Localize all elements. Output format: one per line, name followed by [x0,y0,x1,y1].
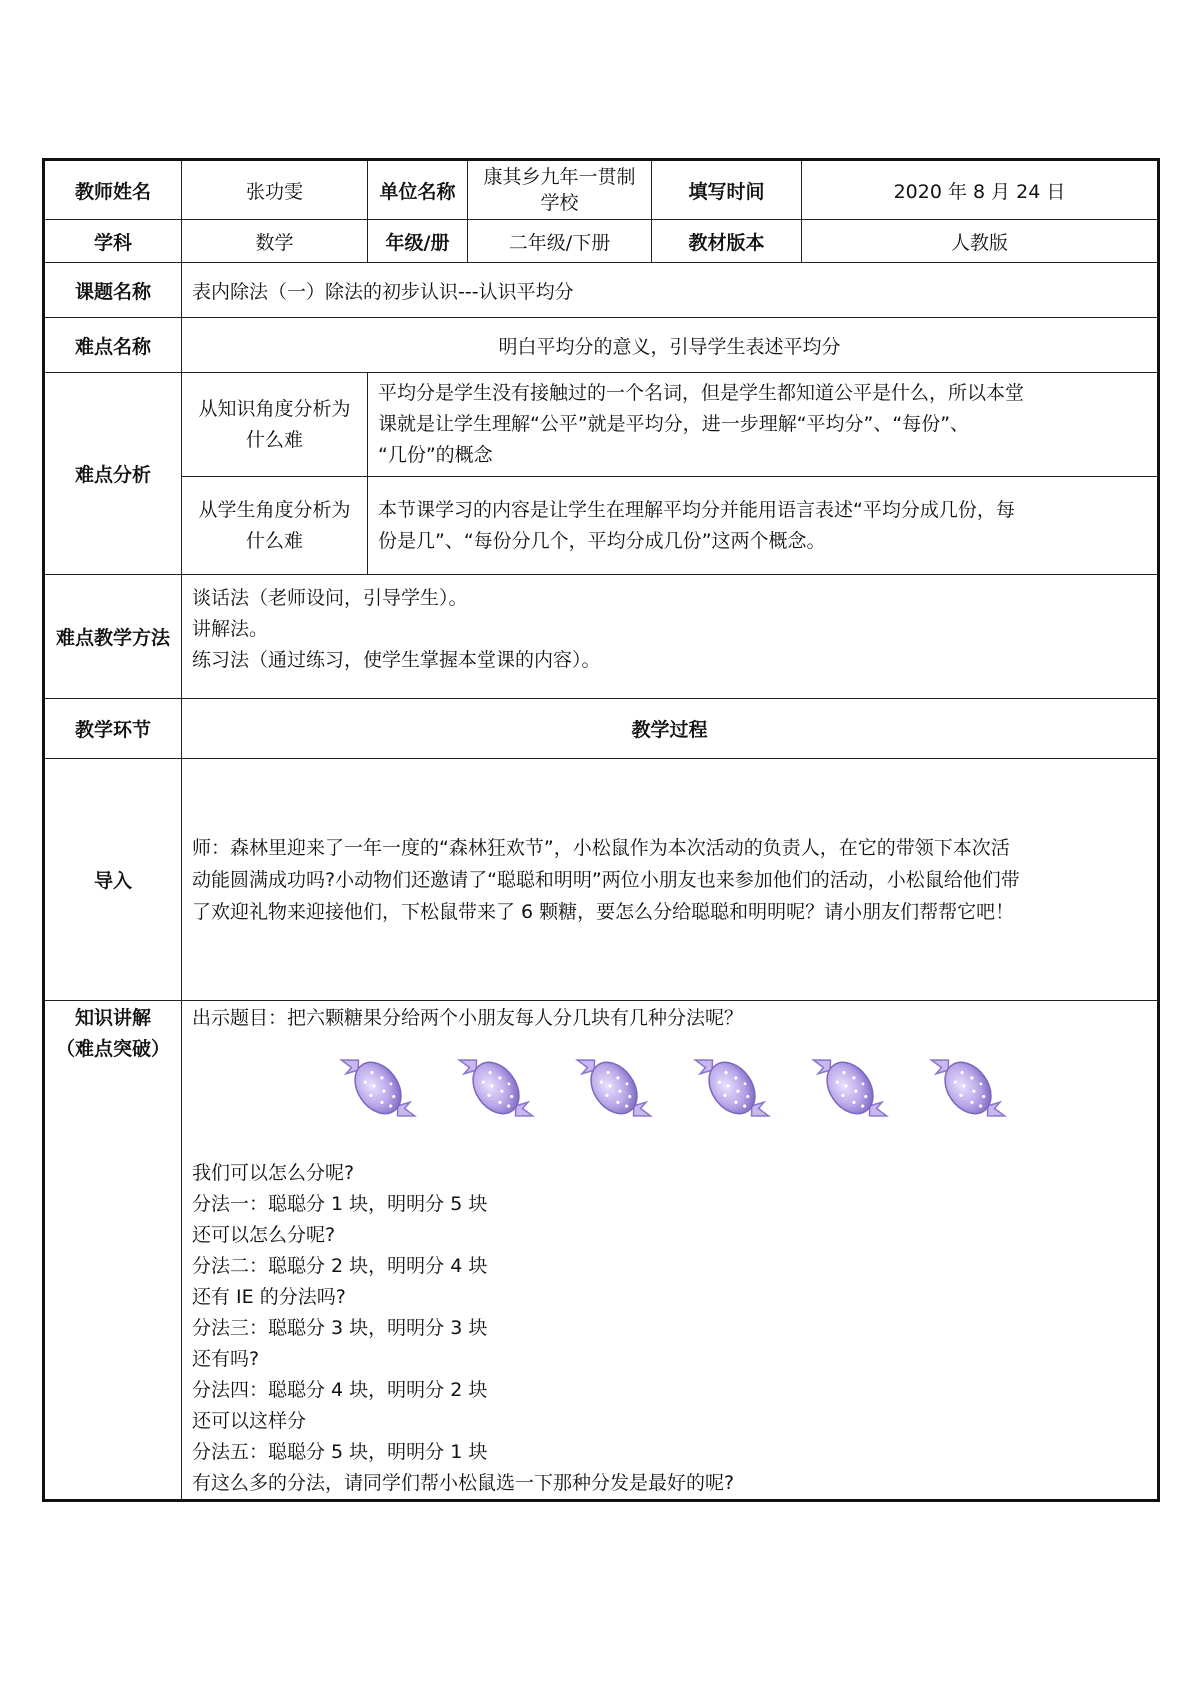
analysis-student-row [44,477,1159,575]
method-line-2: 讲解法。 [192,618,269,640]
difficulty-label: 难点名称 [44,318,182,373]
difficulty-row [44,318,1159,373]
knowledge-text-line-3: “几份”的概念 [378,444,493,466]
intro-label: 导入 [44,759,182,1001]
difficulty-value: 明白平均分的意义，引导学生表述平均分 [182,318,1159,373]
student-angle-label-line-1: 从学生角度分析为 [198,498,351,521]
unit-value-line-1: 康其乡九年一贯制 [483,166,636,188]
knowledge-line-7: 还有吗? [192,1348,260,1370]
intro-line-1: 师：森林里迎来了一年一度的“森林狂欢节”，小松鼠作为本次活动的负责人，在它的带领下本次活 [192,836,1010,859]
knowledge-line-3: 还可以怎么分呢? [192,1224,336,1246]
candy-icon [574,1044,654,1132]
candy-icon [810,1044,890,1132]
teacher-label: 教师姓名 [44,160,182,220]
knowledge-content [182,1001,1159,1501]
header-row-2 [44,220,1159,263]
knowledge-label-line-2: （难点突破） [55,1038,170,1060]
date-value: 2020 年 8 月 24 日 [802,160,1159,220]
candy-icon [456,1044,536,1132]
knowledge-row [44,1001,1159,1501]
stage-label: 教学环节 [44,699,182,759]
textbook-value: 人教版 [802,220,1159,263]
lesson-plan-table [42,158,1160,1502]
method-label: 难点教学方法 [44,575,182,699]
candy-icon [692,1044,772,1132]
intro-line-3: 了欢迎礼物来迎接他们，下松鼠带来了 6 颗糖，要怎么分给聪聪和明明呢？请小朋友们帮帮它吧！ [192,900,1015,923]
knowledge-line-10: 分法五：聪聪分 5 块，明明分 1 块 [192,1441,488,1463]
lesson-plan-document [42,158,1157,1502]
candy-icon [338,1044,418,1132]
student-text-line-2: 份是几”、“每份分几个，平均分成几份”这两个概念。 [378,529,826,552]
knowledge-line-11: 有这么多的分法，请同学们帮小松鼠选一下那种分发是最好的呢? [192,1472,735,1494]
analysis-label: 难点分析 [44,373,182,575]
unit-label: 单位名称 [368,160,468,220]
subject-label: 学科 [44,220,182,263]
knowledge-line-2: 分法一：聪聪分 1 块，明明分 5 块 [192,1193,488,1215]
unit-value [468,160,652,220]
intro-row [44,759,1159,1001]
header-row-1 [44,160,1159,220]
knowledge-line-8: 分法四：聪聪分 4 块，明明分 2 块 [192,1379,488,1401]
student-angle-text [368,477,1159,575]
method-row [44,575,1159,699]
student-text-line-1: 本节课学习的内容是让学生在理解平均分并能用语言表述“平均分成几份，每 [378,498,1015,521]
knowledge-angle-label-line-1: 从知识角度分析为 [198,397,351,420]
textbook-label: 教材版本 [652,220,802,263]
knowledge-line-1: 我们可以怎么分呢? [192,1162,355,1184]
knowledge-line-4: 分法二：聪聪分 2 块，明明分 4 块 [192,1255,488,1277]
unit-value-line-2: 学校 [540,192,579,214]
process-label: 教学过程 [182,699,1159,759]
topic-row [44,263,1159,318]
knowledge-angle-label [182,373,368,477]
topic-label: 课题名称 [44,263,182,318]
knowledge-line-6: 分法三：聪聪分 3 块，明明分 3 块 [192,1317,488,1339]
candy-icon [928,1044,1008,1132]
knowledge-angle-text [368,373,1159,477]
student-angle-label [182,477,368,575]
subject-value: 数学 [182,220,368,263]
teacher-value: 张功雯 [182,160,368,220]
student-angle-label-line-2: 什么难 [245,529,303,552]
knowledge-line-9: 还可以这样分 [192,1410,307,1432]
method-content [182,575,1159,699]
candy-illustration [192,1044,1147,1132]
intro-content [182,759,1159,1001]
date-label: 填写时间 [652,160,802,220]
analysis-knowledge-row [44,373,1159,477]
knowledge-angle-label-line-2: 什么难 [245,428,303,451]
knowledge-question: 出示题目：把六颗糖果分给两个小朋友每人分几块有几种分法呢？ [192,1007,744,1029]
topic-value: 表内除法（一）除法的初步认识---认识平均分 [182,263,1159,318]
knowledge-label-line-1: 知识讲解 [74,1007,151,1029]
method-line-3: 练习法（通过练习，使学生掌握本堂课的内容）。 [192,649,601,671]
knowledge-text-line-1: 平均分是学生没有接触过的一个名词，但是学生都知道公平是什么，所以本堂 [378,382,1025,404]
method-line-1: 谈话法（老师设问，引导学生）。 [192,587,468,609]
grade-label: 年级/册 [368,220,468,263]
process-header-row [44,699,1159,759]
knowledge-label [44,1001,182,1501]
intro-line-2: 动能圆满成功吗?小动物们还邀请了“聪聪和明明”两位小朋友也来参加他们的活动，小松鼠给他们带 [192,868,1020,891]
knowledge-line-5: 还有 IE 的分法吗? [192,1286,346,1308]
knowledge-text-line-2: 课就是让学生理解“公平”就是平均分，进一步理解“平均分”、“每份”、 [378,413,970,435]
grade-value: 二年级/下册 [468,220,652,263]
